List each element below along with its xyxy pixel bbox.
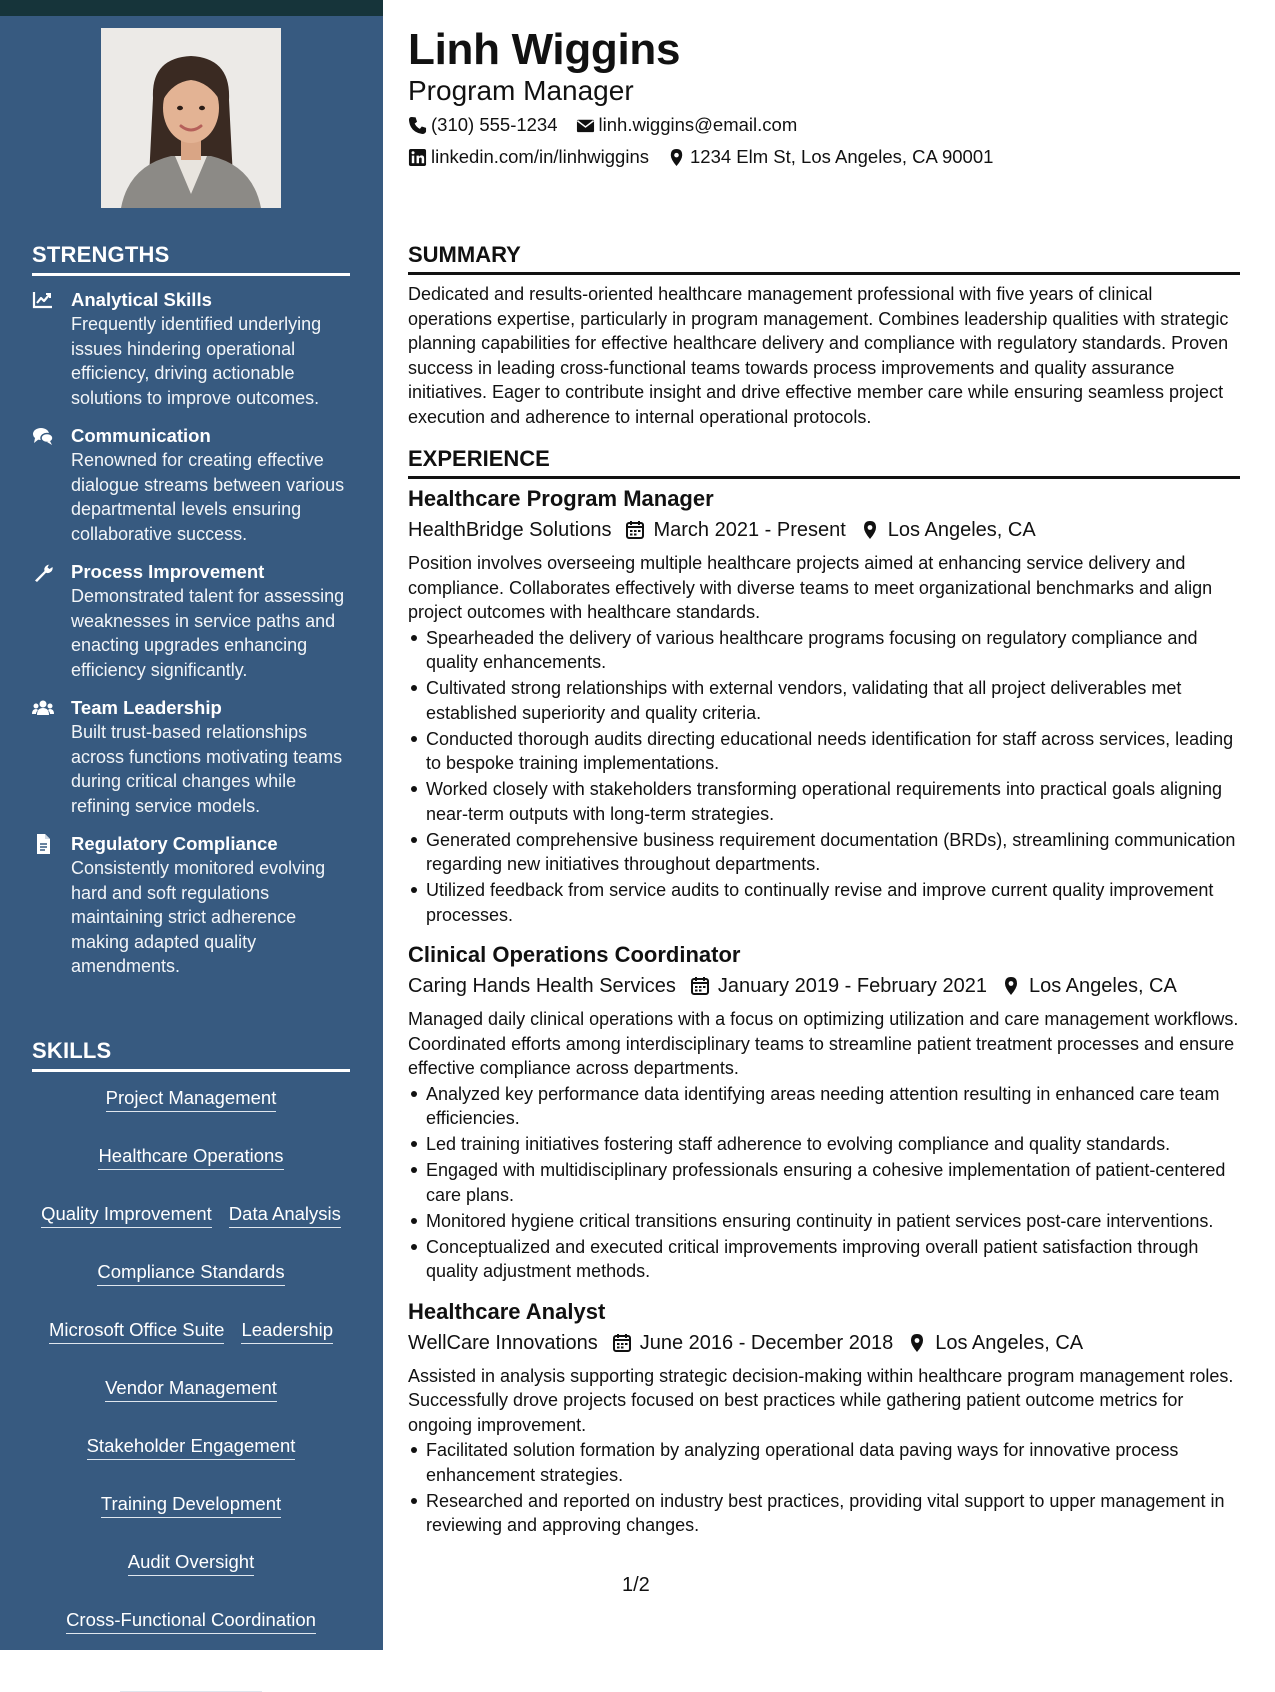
skill-tag: Stakeholder Engagement xyxy=(87,1434,296,1460)
job-meta xyxy=(408,1328,1240,1358)
skill-tag: Data Analysis xyxy=(229,1202,341,1228)
strength-description: Built trust-based relationships across functions motivating teams during critical changes while refining service models. xyxy=(71,722,343,816)
strength-item xyxy=(32,560,354,682)
experience-list xyxy=(408,485,1240,1552)
map-pin-icon xyxy=(667,148,686,167)
strength-title: Team Leadership xyxy=(71,697,222,718)
bullet-item: Worked closely with stakeholders transforming operational requirements into practical goals aligning near-term outputs with long-term strategies. xyxy=(408,777,1240,826)
job-dates: March 2021 - Present xyxy=(653,519,846,541)
summary-paragraph: Dedicated and results-oriented healthcare management professional with five years of clinical operations expertise, particularly in program management. Combines leadership qualities with strategic planning capabilities for effective healthcare delivery and compliance with regulatory standards. Proven success in leading cross-functional teams towards process improvements and quality assurance initiatives. Eager to contribute insight and drive effective member care while ensuring seamless project execution and adherence to internal operational protocols. xyxy=(408,284,1229,427)
job-title: Clinical Operations Coordinator xyxy=(408,942,741,967)
job-bullets xyxy=(408,1438,1240,1538)
page-number: 1/2 xyxy=(622,1574,650,1596)
strength-item xyxy=(32,696,354,818)
map-pin-icon xyxy=(1001,976,1021,996)
job-dates: January 2019 - February 2021 xyxy=(717,975,987,997)
job-description: Assisted in analysis supporting strategic decision-making within healthcare program management roles. Successfully drove projects focused on best practices while gathering patient outcome metrics for ongoing improvement. xyxy=(408,1365,1234,1435)
candidate-name: Linh Wiggins xyxy=(408,25,681,74)
envelope-icon xyxy=(576,116,595,135)
contact-row xyxy=(408,113,815,137)
line-chart-icon xyxy=(32,290,54,310)
job-entry xyxy=(408,941,1240,1284)
job-bullets xyxy=(408,626,1240,928)
job-bullets xyxy=(408,1082,1240,1284)
email-link: linh.wiggins@email.com xyxy=(598,114,798,135)
sidebar xyxy=(0,0,383,1688)
skill-tag: Compliance Standards xyxy=(97,1260,284,1286)
strengths-list xyxy=(32,288,354,993)
company-name: Caring Hands Health Services xyxy=(408,975,676,997)
users-icon xyxy=(32,698,54,718)
job-description: Managed daily clinical operations with a focus on optimizing utilization and care management workflows. Coordinated efforts among interdisciplinary teams to streamline patient treatment processes and ensure effective compliance across departments. xyxy=(408,1009,1239,1078)
job-title: Healthcare Analyst xyxy=(408,1298,606,1324)
bullet-item: Led training initiatives fostering staff adherence to evolving compliance and quality standards. xyxy=(408,1132,1240,1157)
job-entry xyxy=(408,1298,1240,1538)
bullet-item: Utilized feedback from service audits to continually revise and improve current quality improvement processes. xyxy=(408,878,1240,927)
bullet-item: Spearheaded the delivery of various healthcare programs focusing on regulatory compliance and quality enhancements. xyxy=(408,626,1240,675)
skill-tag: Project Management xyxy=(106,1086,277,1112)
strength-item xyxy=(32,424,354,546)
summary-heading: SUMMARY xyxy=(408,241,1240,275)
bullet-item: Conducted thorough audits directing educational needs identification for staff across services, leading to bespoke training implementations. xyxy=(408,727,1240,776)
wrench-icon xyxy=(32,562,54,582)
bullet-item: Analyzed key performance data identifying areas needing attention resulting in enhanced care team efficiencies. xyxy=(408,1082,1240,1131)
linkedin-icon xyxy=(408,148,427,167)
phone-text: (310) 555-1234 xyxy=(431,114,558,135)
calendar-icon xyxy=(612,1333,632,1353)
strength-title: Communication xyxy=(71,425,211,446)
job-meta xyxy=(408,515,1240,545)
strength-title: Process Improvement xyxy=(71,561,265,582)
chat-bubbles-icon xyxy=(32,426,54,446)
job-meta xyxy=(408,971,1240,1001)
strength-description: Frequently identified underlying issues hindering operational efficiency, driving actionable solutions to improve outcomes. xyxy=(71,314,322,408)
map-pin-icon xyxy=(907,1333,927,1353)
sidebar-top-bar xyxy=(0,0,383,16)
job-location: Los Angeles, CA xyxy=(887,519,1036,541)
skills-list xyxy=(32,1086,350,1692)
contact-email[interactable] xyxy=(576,113,798,137)
skill-tag: Audit Oversight xyxy=(128,1550,254,1576)
skill-tag: Microsoft Office Suite xyxy=(49,1318,224,1344)
bullet-item: Cultivated strong relationships with external vendors, validating that all project deliverables met established superiority and quality criteria. xyxy=(408,676,1240,725)
document-icon xyxy=(32,834,54,854)
calendar-icon xyxy=(625,520,645,540)
strength-item xyxy=(32,832,354,979)
skill-tag: Training Development xyxy=(101,1492,281,1518)
strength-item xyxy=(32,288,354,410)
strengths-heading: STRENGTHS xyxy=(32,242,350,276)
strength-description: Demonstrated talent for assessing weaknesses in service paths and enacting upgrades enhancing efficiency significantly. xyxy=(71,586,345,680)
phone-icon xyxy=(408,116,427,135)
bullet-item: Conceptualized and executed critical improvements improving overall patient satisfaction through quality adjustment methods. xyxy=(408,1235,1240,1284)
skill-tag: Healthcare Operations xyxy=(98,1144,283,1170)
contact-linkedin[interactable] xyxy=(408,145,649,169)
company-name: HealthBridge Solutions xyxy=(408,519,612,541)
profile-photo xyxy=(101,28,281,208)
job-role: Program Manager xyxy=(408,75,634,106)
strength-title: Regulatory Compliance xyxy=(71,833,278,854)
bullet-item: Generated comprehensive business requirement documentation (BRDs), streamlining communication regarding new initiatives throughout departments. xyxy=(408,828,1240,877)
job-entry xyxy=(408,485,1240,927)
bullet-item: Monitored hygiene critical transitions ensuring continuity in patient services post-care interventions. xyxy=(408,1209,1240,1234)
skill-tag: Leadership xyxy=(241,1318,333,1344)
bullet-item: Researched and reported on industry best practices, providing vital support to upper management in reviewing and approving changes. xyxy=(408,1489,1240,1538)
calendar-icon xyxy=(690,976,710,996)
bullet-item: Facilitated solution formation by analyzing operational data paving ways for innovative process enhancement strategies. xyxy=(408,1438,1240,1487)
strength-description: Renowned for creating effective dialogue streams between various departmental levels ensuring collaborative success. xyxy=(71,450,345,544)
contact-phone[interactable] xyxy=(408,113,558,137)
job-location: Los Angeles, CA xyxy=(1028,975,1177,997)
company-name: WellCare Innovations xyxy=(408,1331,598,1354)
job-dates: June 2016 - December 2018 xyxy=(639,1331,894,1354)
skill-tag: Vendor Management xyxy=(105,1376,277,1402)
map-pin-icon xyxy=(860,520,880,540)
address-text: 1234 Elm St, Los Angeles, CA 90001 xyxy=(690,146,994,167)
skill-tag: Cross-Functional Coordination xyxy=(66,1608,316,1634)
contact-address xyxy=(667,145,993,169)
contact-row xyxy=(408,145,1011,169)
job-title: Healthcare Program Manager xyxy=(408,486,714,511)
strength-title: Analytical Skills xyxy=(71,289,212,310)
linkedin-link: linkedin.com/in/linhwiggins xyxy=(431,146,649,167)
job-location: Los Angeles, CA xyxy=(935,1331,1084,1354)
skill-tag: Quality Improvement xyxy=(41,1202,212,1228)
bullet-item: Engaged with multidisciplinary professionals ensuring a cohesive implementation of patient-centered care plans. xyxy=(408,1158,1240,1207)
strength-description: Consistently monitored evolving hard and soft regulations maintaining strict adherence making adapted quality amendments. xyxy=(71,858,326,976)
job-description: Position involves overseeing multiple healthcare projects aimed at enhancing service delivery and compliance. Collaborates effectively with diverse teams to meet organizational benchmarks and align project outcomes with healthcare standards. xyxy=(408,553,1213,622)
skill-tag: Process Mapping xyxy=(120,1666,263,1692)
skills-heading: SKILLS xyxy=(32,1038,350,1072)
experience-heading: EXPERIENCE xyxy=(408,445,1240,479)
